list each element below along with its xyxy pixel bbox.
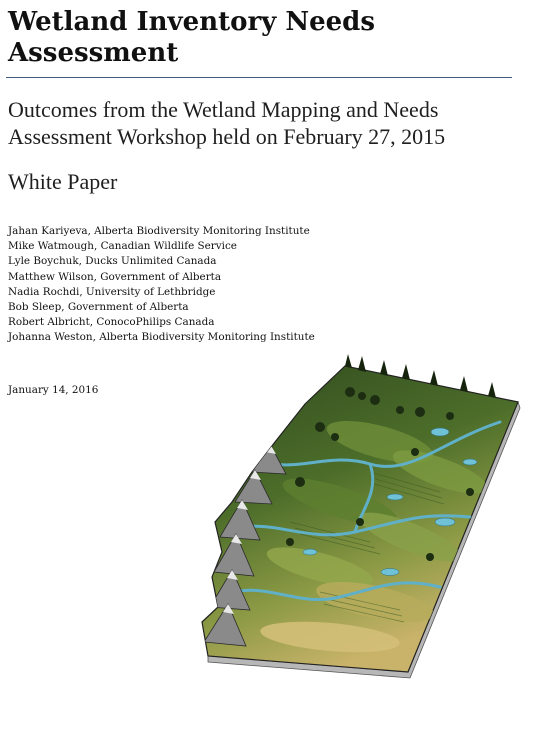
document-subtitle: Outcomes from the Wetland Mapping and Needs Assessment Workshop held on February 27, 2015 [8, 97, 446, 149]
author-item: Lyle Boychuk, Ducks Unlimited Canada [8, 255, 217, 268]
author-item: Jahan Kariyeva, Alberta Biodiversity Monitoring Institute [8, 225, 310, 237]
title-divider [6, 77, 512, 78]
landscape-illustration-icon [140, 352, 540, 724]
author-item: Robert Albricht, ConocoPhilips Canada [8, 316, 215, 329]
author-item: Johanna Weston, Alberta Biodiversity Monitoring Institute [8, 331, 315, 344]
document-title: Wetland Inventory Needs Assessment [8, 7, 375, 68]
alberta-landscape-illustration [140, 352, 540, 724]
author-item: Bob Sleep, Government of Alberta [8, 301, 189, 314]
author-list [8, 224, 315, 346]
author-item: Matthew Wilson, Government of Alberta [8, 270, 222, 283]
document-type: White Paper [8, 169, 118, 194]
author-item: Nadia Rochdi, University of Lethbridge [8, 285, 216, 298]
publication-date: January 14, 2016 [8, 384, 99, 396]
author-item: Mike Watmough, Canadian Wildlife Service [8, 240, 237, 253]
